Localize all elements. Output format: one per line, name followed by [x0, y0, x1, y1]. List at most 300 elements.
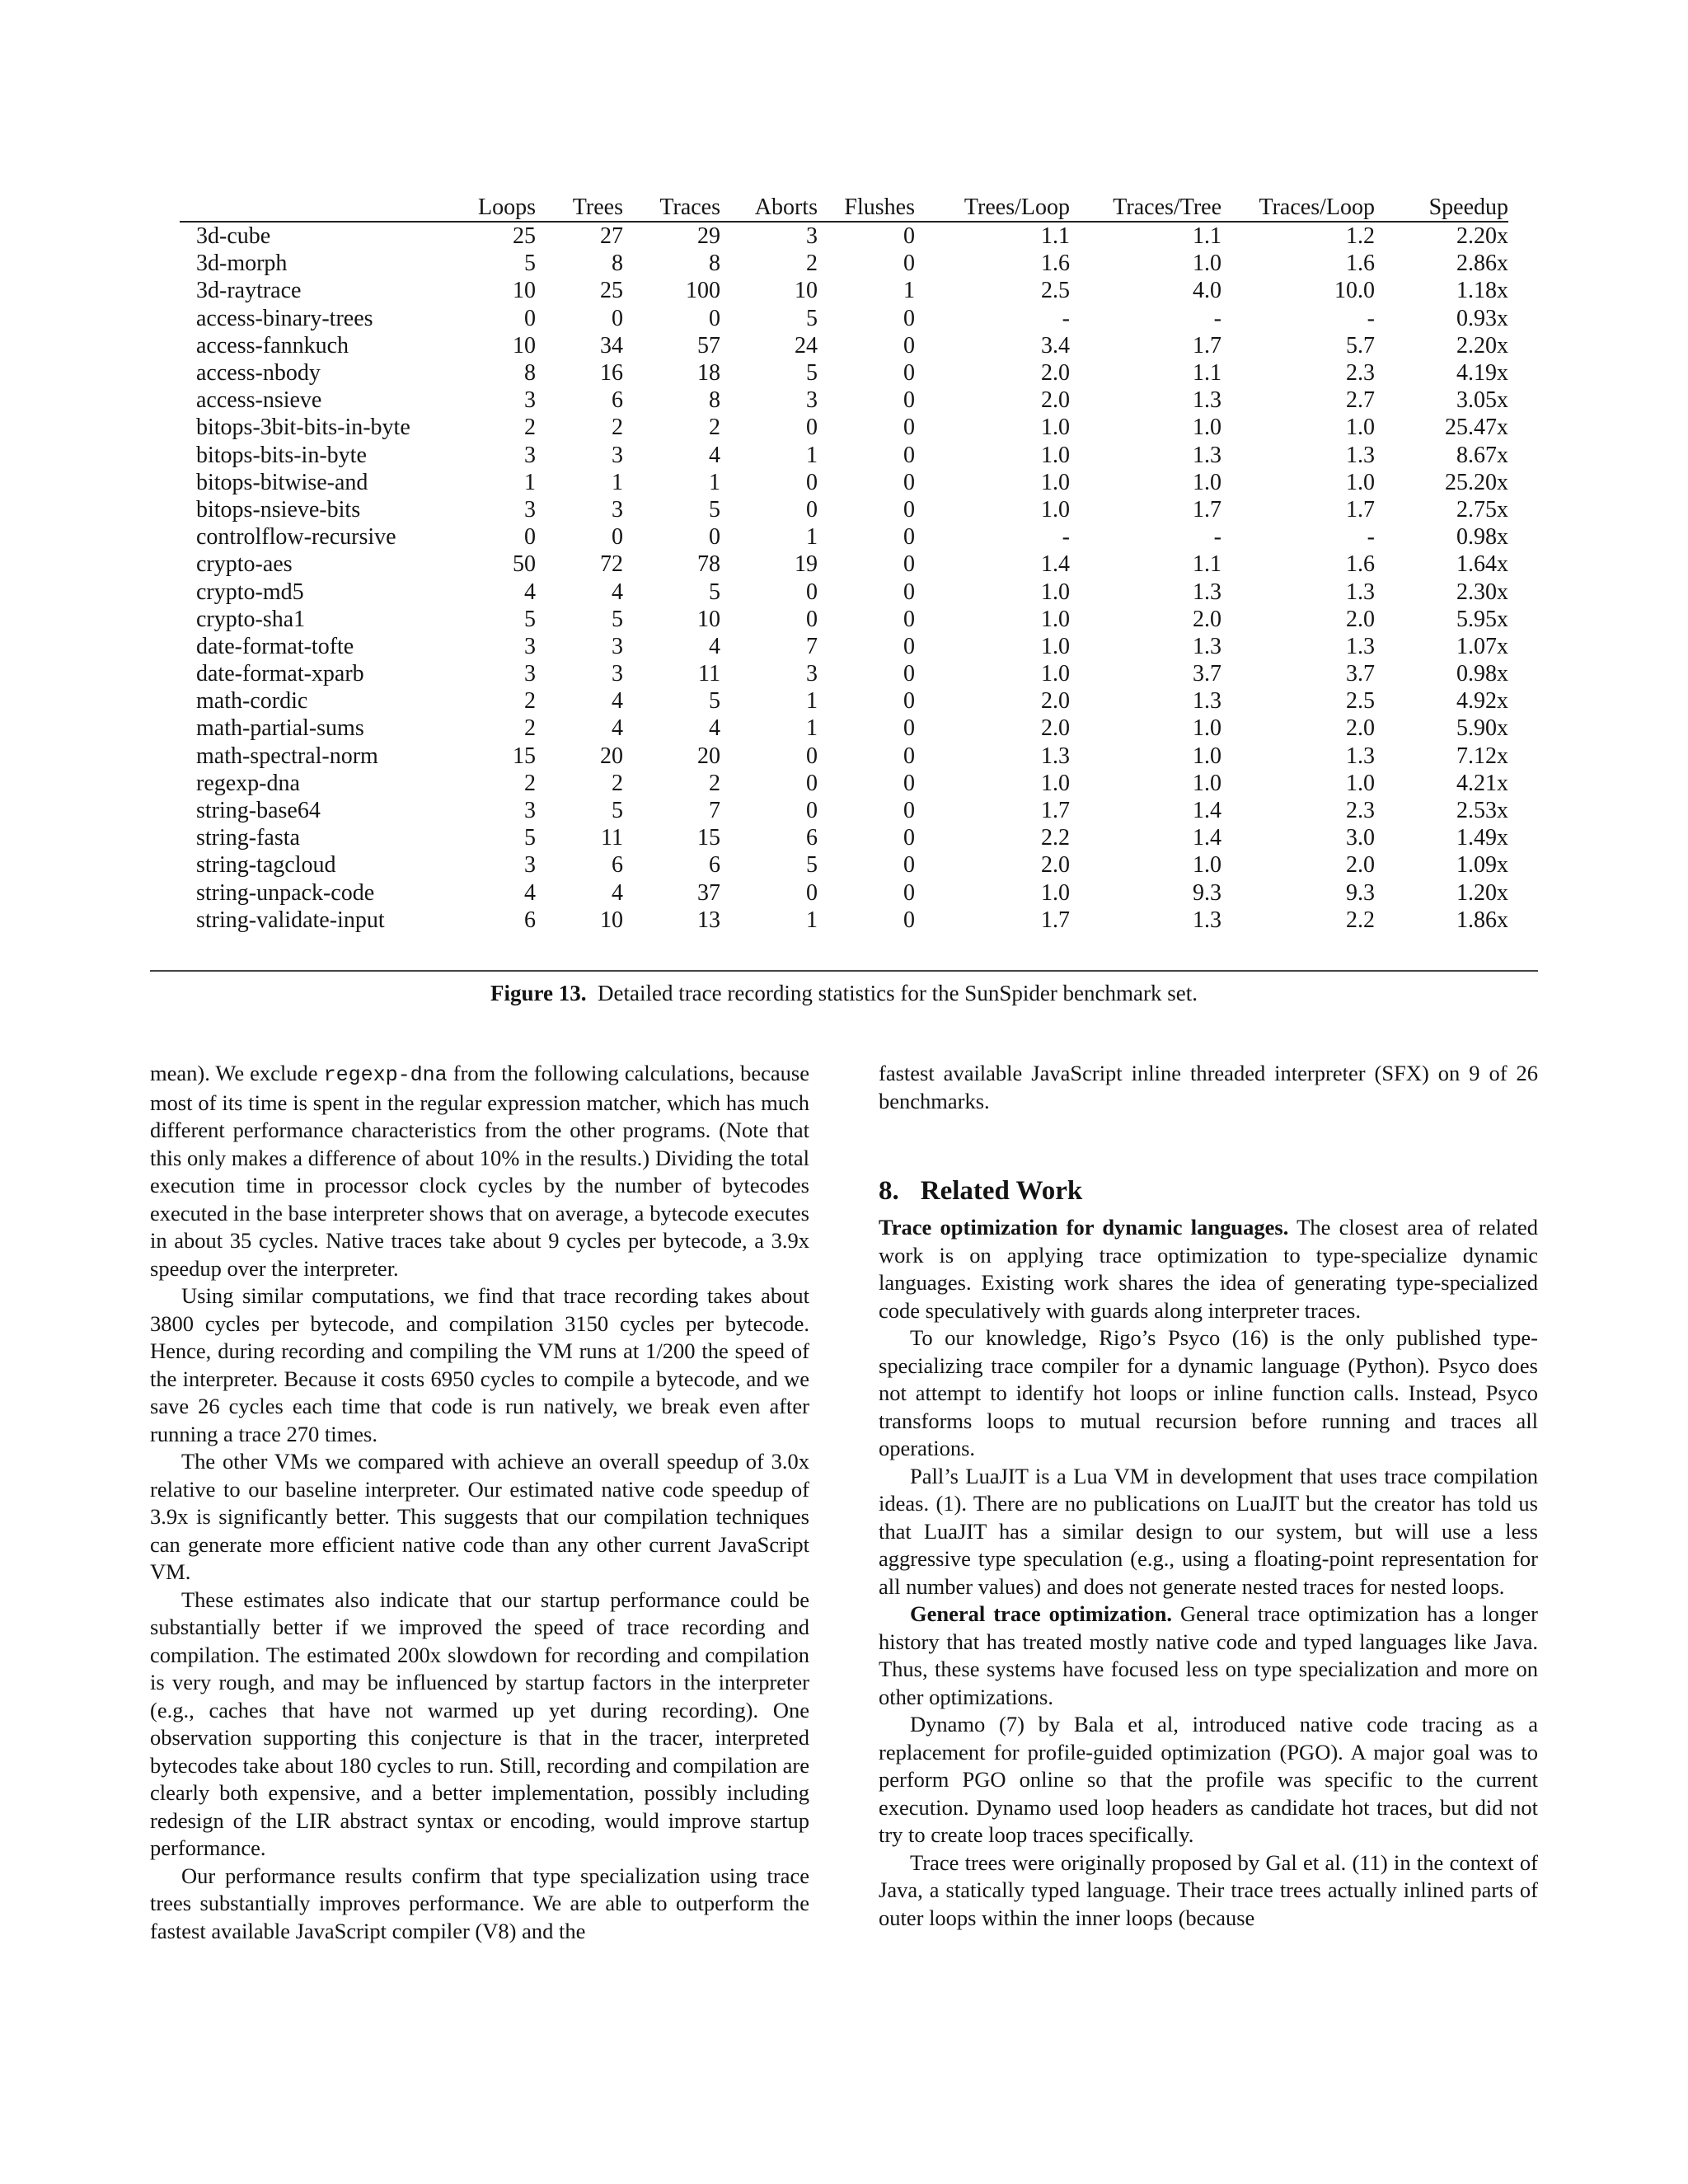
cell-traces-per-tree: 1.3 [1193, 387, 1221, 414]
cell-aborts: 1 [806, 715, 818, 742]
cell-speedup: 1.18x [1456, 278, 1508, 304]
header-aborts: Aborts [754, 194, 818, 220]
cell-traces-per-tree: 4.0 [1193, 278, 1221, 304]
cell-benchmark: bitops-nsieve-bits [196, 496, 361, 523]
cell-traces: 78 [697, 551, 720, 578]
cell-traces-per-loop: - [1367, 305, 1375, 331]
cell-trees: 4 [612, 879, 623, 906]
cell-trees: 11 [601, 825, 623, 851]
figure-caption [150, 979, 1538, 1007]
cell-speedup: 2.20x [1456, 223, 1508, 250]
cell-trees-per-loop: 1.1 [1041, 223, 1070, 250]
table-row [180, 851, 1508, 879]
cell-trees: 1 [612, 469, 623, 495]
text-run: The closest area of related work is on applying trace optimization to type-specialize dynamic languages. Existing work shares the idea of generating type-specialized code speculatively with guards along interpreter traces. [879, 1215, 1538, 1323]
cell-benchmark: 3d-raytrace [196, 278, 302, 304]
cell-aborts: 24 [795, 332, 818, 359]
cell-loops: 50 [513, 551, 536, 578]
cell-speedup: 8.67x [1456, 442, 1508, 468]
cell-trees: 4 [612, 715, 623, 742]
paragraph [879, 1601, 1538, 1711]
table-row [180, 469, 1508, 496]
table-row [180, 414, 1508, 441]
cell-traces-per-tree: 1.0 [1193, 770, 1221, 796]
cell-traces: 4 [709, 633, 720, 659]
cell-traces-per-tree: 2.0 [1193, 606, 1221, 632]
paragraph: Trace trees were originally proposed by Gal et al. (11) in the context of Java, a statically typed language. Their trace trees actually inlined parts of outer loops within the inner loops (because [879, 1849, 1538, 1930]
cell-traces: 1 [709, 469, 720, 495]
cell-benchmark: string-tagcloud [196, 852, 336, 879]
table-row [180, 305, 1508, 332]
cell-speedup: 25.20x [1445, 469, 1508, 495]
cell-traces-per-loop: - [1367, 524, 1375, 551]
text-run: General trace optimization has a longer history that has treated mostly native code and typed languages like Java. Thus, these systems have focused less on type specialization and more on other optimizations. [879, 1601, 1538, 1709]
cell-speedup: 5.90x [1456, 715, 1508, 742]
paragraph: Our performance results confirm that type specialization using trace trees substantially improves performance. We are able to outperform the fastest available JavaScript compiler (V8) and the [150, 1863, 809, 1943]
table-row [180, 277, 1508, 304]
cell-loops: 0 [524, 524, 536, 551]
section-number: 8. [879, 1176, 899, 1206]
cell-speedup: 1.86x [1456, 907, 1508, 933]
cell-loops: 4 [524, 879, 536, 906]
cell-flushes: 0 [903, 387, 915, 414]
cell-flushes: 0 [903, 251, 915, 277]
cell-benchmark: string-base64 [196, 798, 321, 824]
figure-caption-text: Detailed trace recording statistics for the SunSpider benchmark set. [597, 981, 1198, 1005]
cell-aborts: 1 [806, 442, 818, 468]
cell-benchmark: string-fasta [196, 825, 300, 851]
cell-aborts: 0 [806, 415, 818, 441]
table-row [180, 551, 1508, 578]
cell-loops: 3 [524, 633, 536, 659]
cell-loops: 10 [513, 332, 536, 359]
right-column [879, 1060, 1538, 1932]
cell-traces-per-tree: 1.3 [1193, 907, 1221, 933]
cell-traces-per-loop: 2.0 [1346, 606, 1375, 632]
table-row [180, 715, 1508, 742]
cell-aborts: 2 [806, 251, 818, 277]
cell-benchmark: string-unpack-code [196, 879, 375, 906]
cell-aborts: 7 [806, 633, 818, 659]
trace-statistics-table [180, 191, 1508, 934]
cell-benchmark: regexp-dna [196, 770, 300, 796]
cell-speedup: 1.20x [1456, 879, 1508, 906]
cell-trees-per-loop: 1.0 [1041, 606, 1070, 632]
cell-aborts: 5 [806, 852, 818, 879]
cell-trees-per-loop: 2.0 [1041, 852, 1070, 879]
cell-loops: 6 [524, 907, 536, 933]
cell-trees-per-loop: 1.3 [1041, 743, 1070, 769]
cell-benchmark: date-format-tofte [196, 633, 354, 659]
header-traces: Traces [659, 194, 720, 220]
cell-trees-per-loop: - [1062, 524, 1070, 551]
cell-trees: 8 [612, 251, 623, 277]
cell-loops: 3 [524, 442, 536, 468]
section-title: Related Work [920, 1176, 1083, 1206]
cell-trees: 27 [600, 223, 623, 250]
cell-loops: 5 [524, 825, 536, 851]
cell-traces-per-loop: 1.7 [1346, 496, 1375, 523]
cell-traces-per-loop: 1.6 [1346, 251, 1375, 277]
cell-trees-per-loop: 2.0 [1041, 360, 1070, 387]
cell-trees: 5 [612, 798, 623, 824]
cell-flushes: 0 [903, 852, 915, 879]
cell-aborts: 19 [795, 551, 818, 578]
cell-loops: 2 [524, 688, 536, 715]
cell-flushes: 0 [903, 442, 915, 468]
cell-traces: 37 [697, 879, 720, 906]
header-speedup: Speedup [1428, 194, 1508, 220]
cell-speedup: 7.12x [1456, 743, 1508, 769]
cell-loops: 2 [524, 415, 536, 441]
cell-aborts: 5 [806, 360, 818, 387]
table-row [180, 222, 1508, 250]
cell-trees-per-loop: 1.4 [1041, 551, 1070, 578]
cell-trees-per-loop: 1.0 [1041, 579, 1070, 605]
cell-traces-per-tree: 1.0 [1193, 251, 1221, 277]
table-row [180, 606, 1508, 633]
cell-speedup: 0.93x [1456, 305, 1508, 331]
cell-flushes: 0 [903, 743, 915, 769]
cell-trees: 3 [612, 661, 623, 687]
cell-speedup: 4.92x [1456, 688, 1508, 715]
cell-traces-per-loop: 1.0 [1346, 415, 1375, 441]
header-trees: Trees [572, 194, 623, 220]
cell-traces: 8 [709, 251, 720, 277]
table-row [180, 496, 1508, 523]
cell-trees: 20 [600, 743, 623, 769]
cell-flushes: 0 [903, 798, 915, 824]
cell-traces-per-loop: 5.7 [1346, 332, 1375, 359]
cell-traces-per-tree: - [1213, 305, 1221, 331]
cell-trees-per-loop: 1.7 [1041, 907, 1070, 933]
cell-speedup: 2.30x [1456, 579, 1508, 605]
cell-traces-per-loop: 2.5 [1346, 688, 1375, 715]
cell-speedup: 1.07x [1456, 633, 1508, 659]
cell-traces-per-tree: 1.7 [1193, 332, 1221, 359]
cell-traces-per-tree: 9.3 [1193, 879, 1221, 906]
cell-trees-per-loop: 1.6 [1041, 251, 1070, 277]
cell-traces-per-tree: 1.1 [1193, 360, 1221, 387]
cell-traces-per-loop: 1.3 [1346, 442, 1375, 468]
left-column [150, 1060, 809, 1945]
cell-speedup: 2.53x [1456, 798, 1508, 824]
cell-aborts: 10 [795, 278, 818, 304]
cell-benchmark: 3d-cube [196, 223, 271, 250]
cell-benchmark: bitops-bits-in-byte [196, 442, 367, 468]
cell-traces-per-tree: 1.7 [1193, 496, 1221, 523]
cell-traces: 29 [697, 223, 720, 250]
cell-traces-per-loop: 2.2 [1346, 907, 1375, 933]
cell-aborts: 0 [806, 469, 818, 495]
cell-trees: 4 [612, 688, 623, 715]
cell-loops: 3 [524, 798, 536, 824]
cell-flushes: 0 [903, 770, 915, 796]
paragraph: Using similar computations, we find that trace recording takes about 3800 cycles per bytecode, and compilation 3150 cycles per bytecode. Hence, during recording and compiling the VM runs at 1/200 the speed of the interpreter. Because it costs 6950 cycles to compile a bytecode, and we save 26 cycles each time that code is run natively, we break even after running a trace 270 times. [150, 1283, 809, 1446]
cell-traces: 2 [709, 415, 720, 441]
cell-traces-per-loop: 3.0 [1346, 825, 1375, 851]
cell-trees-per-loop: 1.0 [1041, 415, 1070, 441]
cell-flushes: 0 [903, 606, 915, 632]
cell-traces-per-tree: - [1213, 524, 1221, 551]
cell-speedup: 1.09x [1456, 852, 1508, 879]
cell-traces-per-tree: 1.0 [1193, 469, 1221, 495]
cell-loops: 1 [524, 469, 536, 495]
cell-benchmark: crypto-sha1 [196, 606, 306, 632]
cell-benchmark: access-nsieve [196, 387, 322, 414]
table-row [180, 687, 1508, 715]
cell-traces-per-loop: 1.2 [1346, 223, 1375, 250]
table-row [180, 879, 1508, 907]
paragraph [879, 1214, 1538, 1324]
cell-trees-per-loop: 2.0 [1041, 387, 1070, 414]
cell-traces-per-tree: 1.3 [1193, 579, 1221, 605]
paragraph: fastest available JavaScript inline threaded interpreter (SFX) on 9 of 26 benchmarks. [879, 1061, 1538, 1113]
cell-benchmark: math-partial-sums [196, 715, 364, 742]
cell-trees: 6 [612, 852, 623, 879]
cell-speedup: 4.19x [1456, 360, 1508, 387]
cell-benchmark: math-spectral-norm [196, 743, 378, 769]
cell-flushes: 0 [903, 496, 915, 523]
cell-traces-per-loop: 2.0 [1346, 715, 1375, 742]
cell-traces-per-loop: 1.0 [1346, 770, 1375, 796]
cell-speedup: 2.20x [1456, 332, 1508, 359]
cell-traces-per-tree: 1.0 [1193, 715, 1221, 742]
cell-loops: 10 [513, 278, 536, 304]
cell-traces-per-tree: 1.0 [1193, 743, 1221, 769]
cell-flushes: 1 [903, 278, 915, 304]
paragraph: These estimates also indicate that our startup performance could be substantially better if we improved the speed of trace recording and compilation. The estimated 200x slowdown for recording and compilation is very rough, and may be influenced by startup factors in the interpreter (e.g., caches that have not warmed up yet during recording). One observation supporting this conjecture is that in the tracer, interpreted bytecodes take about 180 cycles to run. Still, recording and compilation are clearly both expensive, and a better implementation, possibly including redesign of the LIR abstract syntax or encoding, would improve startup performance. [150, 1586, 809, 1860]
cell-benchmark: string-validate-input [196, 907, 385, 933]
cell-trees-per-loop: 1.0 [1041, 442, 1070, 468]
cell-trees-per-loop: - [1062, 305, 1070, 331]
cell-traces: 15 [697, 825, 720, 851]
cell-benchmark: crypto-md5 [196, 579, 304, 605]
cell-benchmark: access-nbody [196, 360, 321, 387]
cell-trees-per-loop: 2.0 [1041, 715, 1070, 742]
cell-speedup: 4.21x [1456, 770, 1508, 796]
table-row [180, 442, 1508, 469]
cell-loops: 4 [524, 579, 536, 605]
section-heading [879, 1174, 1538, 1207]
cell-aborts: 0 [806, 496, 818, 523]
header-trees-per-loop: Trees/Loop [964, 194, 1070, 220]
cell-traces-per-loop: 1.6 [1346, 551, 1375, 578]
cell-trees-per-loop: 1.0 [1041, 770, 1070, 796]
cell-aborts: 3 [806, 387, 818, 414]
cell-aborts: 5 [806, 305, 818, 331]
cell-traces-per-tree: 1.1 [1193, 551, 1221, 578]
cell-trees: 16 [600, 360, 623, 387]
cell-traces: 11 [698, 661, 720, 687]
cell-traces: 2 [709, 770, 720, 796]
cell-traces-per-loop: 2.3 [1346, 798, 1375, 824]
cell-traces: 8 [709, 387, 720, 414]
cell-trees-per-loop: 1.0 [1041, 879, 1070, 906]
cell-traces-per-loop: 2.0 [1346, 852, 1375, 879]
cell-traces: 7 [709, 798, 720, 824]
cell-trees: 5 [612, 606, 623, 632]
table-row [180, 250, 1508, 277]
cell-flushes: 0 [903, 223, 915, 250]
cell-loops: 3 [524, 852, 536, 879]
run-in-heading: General trace optimization. [910, 1601, 1173, 1626]
cell-flushes: 0 [903, 415, 915, 441]
inline-code: regexp-dna [323, 1063, 448, 1087]
cell-traces: 20 [697, 743, 720, 769]
cell-traces-per-tree: 1.0 [1193, 415, 1221, 441]
cell-aborts: 6 [806, 825, 818, 851]
header-flushes: Flushes [844, 194, 915, 220]
cell-loops: 5 [524, 606, 536, 632]
cell-trees: 2 [612, 770, 623, 796]
cell-traces-per-tree: 1.3 [1193, 633, 1221, 659]
paragraph [150, 1060, 809, 1282]
cell-trees: 0 [612, 524, 623, 551]
cell-aborts: 3 [806, 223, 818, 250]
table-row [180, 633, 1508, 660]
header-loops: Loops [478, 194, 536, 220]
cell-speedup: 0.98x [1456, 661, 1508, 687]
cell-flushes: 0 [903, 332, 915, 359]
cell-loops: 0 [524, 305, 536, 331]
cell-trees-per-loop: 1.0 [1041, 633, 1070, 659]
run-in-heading: Trace optimization for dynamic languages. [879, 1215, 1289, 1240]
paragraph: Dynamo (7) by Bala et al, introduced native code tracing as a replacement for profile-guided optimization (PGO). A major goal was to perform PGO online so that the profile was specific to the current execution. Dynamo used loop headers as candidate hot traces, but did not try to create loop traces specifically. [879, 1712, 1538, 1847]
cell-trees: 3 [612, 633, 623, 659]
cell-aborts: 0 [806, 879, 818, 906]
cell-speedup: 1.64x [1456, 551, 1508, 578]
cell-loops: 3 [524, 496, 536, 523]
cell-trees-per-loop: 1.0 [1041, 469, 1070, 495]
cell-aborts: 1 [806, 688, 818, 715]
cell-speedup: 0.98x [1456, 524, 1508, 551]
cell-trees: 3 [612, 496, 623, 523]
cell-traces-per-loop: 2.7 [1346, 387, 1375, 414]
header-traces-per-tree: Traces/Tree [1113, 194, 1221, 220]
cell-trees: 72 [600, 551, 623, 578]
cell-trees: 25 [600, 278, 623, 304]
cell-flushes: 0 [903, 305, 915, 331]
cell-aborts: 1 [806, 907, 818, 933]
cell-trees: 0 [612, 305, 623, 331]
cell-speedup: 25.47x [1445, 415, 1508, 441]
figure-label: Figure 13. [490, 981, 587, 1005]
cell-loops: 2 [524, 715, 536, 742]
table-row [180, 359, 1508, 387]
cell-flushes: 0 [903, 579, 915, 605]
cell-traces: 57 [697, 332, 720, 359]
cell-traces: 0 [709, 524, 720, 551]
cell-speedup: 2.86x [1456, 251, 1508, 277]
cell-traces: 13 [697, 907, 720, 933]
text-run: mean). We exclude [150, 1061, 324, 1085]
cell-trees: 34 [600, 332, 623, 359]
cell-aborts: 1 [806, 524, 818, 551]
cell-benchmark: math-cordic [196, 688, 308, 715]
cell-speedup: 5.95x [1456, 606, 1508, 632]
cell-aborts: 0 [806, 606, 818, 632]
cell-flushes: 0 [903, 551, 915, 578]
cell-traces-per-tree: 1.4 [1193, 825, 1221, 851]
cell-aborts: 0 [806, 579, 818, 605]
cell-trees-per-loop: 2.5 [1041, 278, 1070, 304]
cell-traces: 6 [709, 852, 720, 879]
cell-traces-per-loop: 9.3 [1346, 879, 1375, 906]
cell-trees-per-loop: 1.0 [1041, 496, 1070, 523]
cell-loops: 15 [513, 743, 536, 769]
cell-traces: 4 [709, 715, 720, 742]
cell-flushes: 0 [903, 524, 915, 551]
cell-traces-per-tree: 1.3 [1193, 688, 1221, 715]
cell-trees-per-loop: 2.0 [1041, 688, 1070, 715]
cell-aborts: 0 [806, 770, 818, 796]
cell-traces-per-loop: 3.7 [1346, 661, 1375, 687]
cell-aborts: 0 [806, 798, 818, 824]
cell-traces-per-tree: 1.0 [1193, 852, 1221, 879]
figure-divider [150, 970, 1538, 972]
cell-flushes: 0 [903, 661, 915, 687]
cell-flushes: 0 [903, 825, 915, 851]
cell-loops: 3 [524, 387, 536, 414]
table-row [180, 824, 1508, 851]
table-row [180, 578, 1508, 605]
cell-traces: 5 [709, 688, 720, 715]
table-row [180, 797, 1508, 824]
paragraph: Pall’s LuaJIT is a Lua VM in development that uses trace compilation ideas. (1). There are no publications on LuaJIT but the creator has told us that LuaJIT has a similar design to our system, but will use a less aggressive type speculation (e.g., using a floating-point representation for all number values) and does not generate nested traces for nested loops. [879, 1463, 1538, 1599]
header-benchmark [180, 191, 442, 222]
cell-trees: 10 [600, 907, 623, 933]
cell-flushes: 0 [903, 360, 915, 387]
paragraph: The other VMs we compared with achieve an overall speedup of 3.0x relative to our baseline interpreter. Our estimated native code speedup of 3.9x is significantly better. This suggests that our compilation techniques can generate more efficient native code than any other current JavaScript VM. [150, 1449, 809, 1584]
table-header-row [180, 191, 1508, 222]
cell-trees-per-loop: 2.2 [1041, 825, 1070, 851]
cell-traces-per-loop: 10.0 [1334, 278, 1375, 304]
cell-trees-per-loop: 1.7 [1041, 798, 1070, 824]
cell-speedup: 3.05x [1456, 387, 1508, 414]
cell-benchmark: 3d-morph [196, 251, 288, 277]
cell-benchmark: access-binary-trees [196, 305, 373, 331]
cell-benchmark: date-format-xparb [196, 661, 364, 687]
table-row [180, 523, 1508, 551]
cell-traces-per-tree: 3.7 [1193, 661, 1221, 687]
table-row [180, 743, 1508, 770]
cell-traces: 5 [709, 579, 720, 605]
cell-flushes: 0 [903, 715, 915, 742]
cell-aborts: 0 [806, 743, 818, 769]
table-row [180, 332, 1508, 359]
table-row [180, 770, 1508, 797]
header-traces-per-loop: Traces/Loop [1259, 194, 1375, 220]
cell-trees: 6 [612, 387, 623, 414]
cell-traces: 0 [709, 305, 720, 331]
cell-traces-per-loop: 1.3 [1346, 579, 1375, 605]
table-row [180, 907, 1508, 934]
cell-trees: 2 [612, 415, 623, 441]
table-body [180, 222, 1508, 934]
cell-trees-per-loop: 1.0 [1041, 661, 1070, 687]
cell-speedup: 1.49x [1456, 825, 1508, 851]
cell-flushes: 0 [903, 469, 915, 495]
cell-trees: 4 [612, 579, 623, 605]
cell-traces: 18 [697, 360, 720, 387]
cell-traces-per-loop: 2.3 [1346, 360, 1375, 387]
cell-trees-per-loop: 3.4 [1041, 332, 1070, 359]
cell-loops: 8 [524, 360, 536, 387]
cell-flushes: 0 [903, 688, 915, 715]
cell-aborts: 3 [806, 661, 818, 687]
paragraph: To our knowledge, Rigo’s Psyco (16) is the only published type-specializing trace compiler for a dynamic language (Python). Psyco does not attempt to identify hot loops or inline function calls. Instead, Psyco transforms loops to mutual recursion before running and traces all operations. [879, 1325, 1538, 1460]
